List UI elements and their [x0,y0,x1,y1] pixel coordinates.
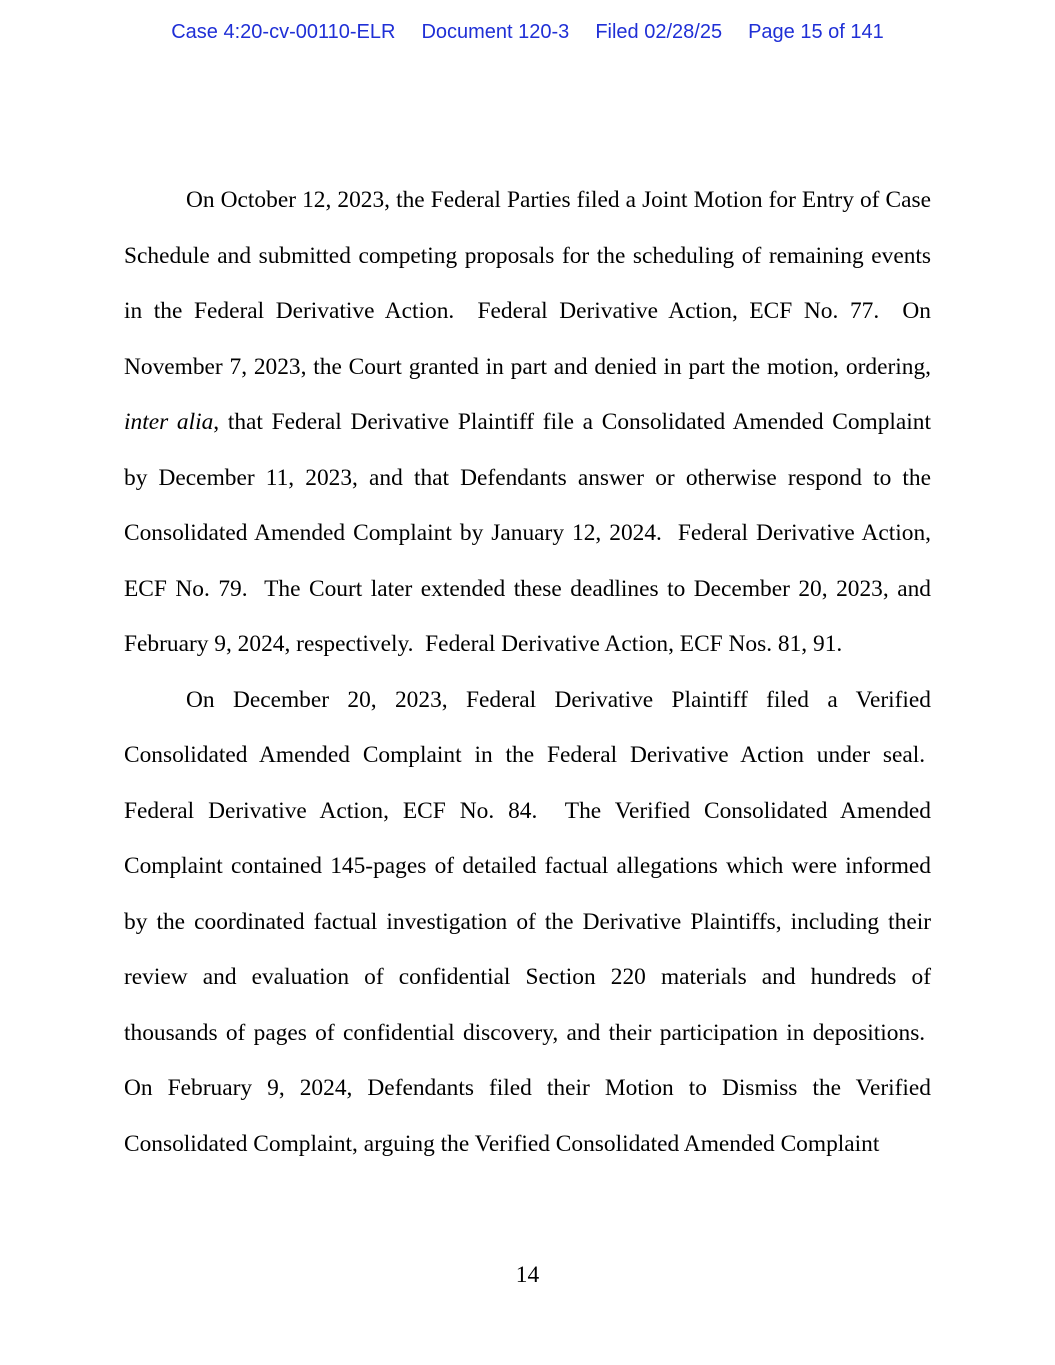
paragraph-amended-complaint: On December 20, 2023, Federal Derivative Plaintiff filed a Verified Consolidated Amended Complaint in the Federal Derivative Action under seal. Federal Derivative Action, ECF No. 84. The Verified Consolidated Amended Complaint contained 145-pages of detailed factual allegations which were informed by the coordinated factual investigation of the Derivative Plaintiffs, including their review and evaluation of confidential Section 220 materials and hundreds of thousands of pages of confidential discovery, and their participation in depositions. On February 9, 2024, Defendants filed their Motion to Dismiss the Verified Consolidated Complaint, arguing the Verified Consolidated Amended Complaint [124,686,931,1157]
italic-term: inter alia [124,409,214,435]
page-count: Page 15 of 141 [748,21,884,43]
document-number: Document 120-3 [421,21,570,43]
ecf-filing-header [0,19,1055,45]
paragraph-text: , that Federal Derivative Plaintiff file a Consolidated Amended Complaint by December 11, 2023, and that Defendants answer or otherwise respond to the Consolidated Amended Complaint by January 12, 2024. Federal Derivative Action, ECF No. 79. The Court later extended these deadlines to December 20, 2023, and February 9, 2024, respectively. Federal Derivative Action, ECF Nos. 81, 91. [124,409,931,657]
filed-date: Filed 02/28/25 [595,21,723,43]
paragraph-case-schedule [124,173,931,673]
paragraph-text: On October 12, 2023, the Federal Parties filed a Joint Motion for Entry of Case Schedule and submitted competing proposals for the scheduling of remaining events in the Federal Derivative Action. Federal Derivative Action, ECF No. 77. On November 7, 2023, the Court granted in part and denied in part the motion, ordering, [124,187,931,380]
case-number: Case 4:20-cv-00110-ELR [171,21,396,43]
page-number: 14 [515,1262,540,1288]
document-body [124,173,931,1172]
